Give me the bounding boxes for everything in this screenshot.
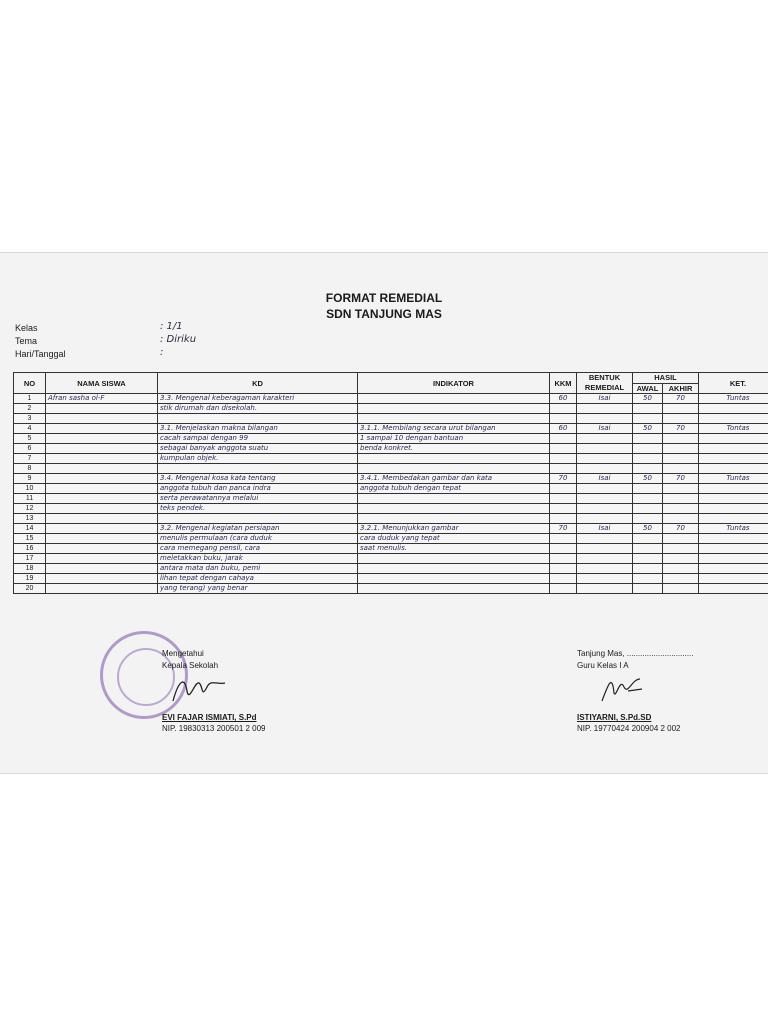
cell-kd: sebagai banyak anggota suatu [158, 444, 358, 454]
cell-akhir [663, 494, 699, 504]
cell-bentuk-remedial [577, 574, 633, 584]
remedial-table [13, 372, 768, 594]
cell-bentuk-remedial [577, 564, 633, 574]
header-ket: KET. [699, 373, 768, 394]
school-name: SDN TANJUNG MAS [326, 307, 442, 321]
cell-ket [699, 544, 768, 554]
doc-title: FORMAT REMEDIAL [325, 291, 443, 305]
cell-nama-siswa [46, 494, 158, 504]
cell-no: 9 [14, 474, 46, 484]
table-row [14, 444, 768, 454]
table-row [14, 534, 768, 544]
cell-akhir [663, 574, 699, 584]
table-row [14, 524, 768, 534]
cell-nama-siswa [46, 464, 158, 474]
cell-kkm [550, 444, 577, 454]
right-sig-nip: NIP. 19770424 200904 2 002 [577, 724, 681, 733]
cell-indikator: 3.2.1. Menunjukkan gambar [358, 524, 550, 534]
header-kd: KD [158, 373, 358, 394]
cell-ket [699, 444, 768, 454]
cell-nama-siswa [46, 454, 158, 464]
cell-no: 8 [14, 464, 46, 474]
cell-nama-siswa [46, 554, 158, 564]
cell-bentuk-remedial: Isai [577, 424, 633, 434]
cell-kd [158, 464, 358, 474]
header-hasil: HASIL [633, 373, 699, 384]
cell-akhir [663, 444, 699, 454]
cell-kkm [550, 534, 577, 544]
cell-kkm [550, 564, 577, 574]
cell-kkm [550, 584, 577, 594]
cell-kkm [550, 514, 577, 524]
cell-kkm [550, 494, 577, 504]
cell-bentuk-remedial [577, 464, 633, 474]
cell-kkm [550, 454, 577, 464]
cell-bentuk-remedial [577, 554, 633, 564]
cell-indikator [358, 394, 550, 404]
table-row [14, 554, 768, 564]
cell-bentuk-remedial [577, 484, 633, 494]
cell-no: 20 [14, 584, 46, 594]
cell-awal [633, 464, 663, 474]
cell-no: 13 [14, 514, 46, 524]
cell-bentuk-remedial [577, 544, 633, 554]
cell-kkm: 70 [550, 524, 577, 534]
table-row [14, 424, 768, 434]
cell-akhir [663, 584, 699, 594]
cell-akhir [663, 544, 699, 554]
cell-awal [633, 554, 663, 564]
cell-kd: serta perawatannya melalui [158, 494, 358, 504]
cell-kkm [550, 504, 577, 514]
cell-ket [699, 404, 768, 414]
table-row [14, 544, 768, 554]
left-signature [165, 673, 235, 707]
meta-label-tema: Tema [15, 336, 38, 346]
meta-value-tanggal: : [160, 347, 164, 358]
table-row [14, 504, 768, 514]
cell-no: 19 [14, 574, 46, 584]
cell-nama-siswa: Afran sasha ol-F [46, 394, 158, 404]
cell-ket [699, 494, 768, 504]
cell-no: 14 [14, 524, 46, 534]
cell-no: 6 [14, 444, 46, 454]
cell-no: 5 [14, 434, 46, 444]
cell-bentuk-remedial: Isai [577, 524, 633, 534]
cell-indikator: 1 sampai 10 dengan bantuan [358, 434, 550, 444]
cell-akhir [663, 464, 699, 474]
cell-nama-siswa [46, 524, 158, 534]
cell-indikator [358, 404, 550, 414]
cell-kkm: 70 [550, 474, 577, 484]
cell-kd: yang terang) yang benar [158, 584, 358, 594]
cell-nama-siswa [46, 584, 158, 594]
cell-nama-siswa [46, 424, 158, 434]
right-sig-name: ISTIYARNI, S.Pd.SD [577, 713, 652, 722]
cell-bentuk-remedial [577, 404, 633, 414]
cell-kd: lihan tepat dengan cahaya [158, 574, 358, 584]
cell-kd: cacah sampai dengan 99 [158, 434, 358, 444]
cell-awal [633, 504, 663, 514]
cell-no: 12 [14, 504, 46, 514]
cell-kkm [550, 544, 577, 554]
cell-indikator: 3.1.1. Membilang secara urut bilangan [358, 424, 550, 434]
cell-no: 18 [14, 564, 46, 574]
cell-no: 15 [14, 534, 46, 544]
table-row [14, 574, 768, 584]
cell-kd: menulis permulaan (cara duduk [158, 534, 358, 544]
left-sig-line2: Kepala Sekolah [162, 661, 219, 670]
cell-nama-siswa [46, 444, 158, 454]
cell-kd: 3.3. Mengenal keberagaman karakteri [158, 394, 358, 404]
cell-akhir [663, 564, 699, 574]
cell-awal [633, 534, 663, 544]
cell-nama-siswa [46, 514, 158, 524]
cell-nama-siswa [46, 474, 158, 484]
cell-awal [633, 584, 663, 594]
cell-bentuk-remedial [577, 414, 633, 424]
cell-awal [633, 494, 663, 504]
meta-label-kelas: Kelas [15, 323, 38, 333]
cell-kkm [550, 484, 577, 494]
cell-ket: Tuntas [699, 394, 768, 404]
header-awal: AWAL [633, 383, 663, 394]
cell-kd: cara memegang pensil, cara [158, 544, 358, 554]
cell-no: 3 [14, 414, 46, 424]
cell-no: 1 [14, 394, 46, 404]
table-row [14, 394, 768, 404]
cell-bentuk-remedial [577, 494, 633, 504]
cell-kd: stik dirumah dan disekolah. [158, 404, 358, 414]
cell-indikator: saat menulis. [358, 544, 550, 554]
cell-nama-siswa [46, 404, 158, 414]
cell-kkm [550, 434, 577, 444]
cell-nama-siswa [46, 564, 158, 574]
cell-kd: kumpulan objek. [158, 454, 358, 464]
cell-awal [633, 404, 663, 414]
header-bentuk: BENTUK [588, 373, 621, 382]
header-kkm: KKM [550, 373, 577, 394]
cell-ket [699, 434, 768, 444]
cell-akhir [663, 434, 699, 444]
right-sig-line1: Tanjung Mas, .............................. [577, 649, 694, 658]
document-sheet [0, 252, 768, 774]
cell-akhir [663, 534, 699, 544]
cell-kkm: 60 [550, 424, 577, 434]
left-sig-name: EVI FAJAR ISMIATI, S.Pd [162, 713, 257, 722]
header-akhir: AKHIR [663, 383, 699, 394]
cell-kd [158, 514, 358, 524]
cell-bentuk-remedial [577, 434, 633, 444]
cell-bentuk-remedial [577, 514, 633, 524]
cell-akhir: 70 [663, 394, 699, 404]
cell-bentuk-remedial [577, 584, 633, 594]
cell-indikator: cara duduk yang tepat [358, 534, 550, 544]
cell-awal: 50 [633, 474, 663, 484]
cell-kkm [550, 414, 577, 424]
cell-bentuk-remedial [577, 444, 633, 454]
cell-no: 11 [14, 494, 46, 504]
cell-ket [699, 514, 768, 524]
cell-kd: meletakkan buku, jarak [158, 554, 358, 564]
cell-awal [633, 564, 663, 574]
cell-bentuk-remedial [577, 504, 633, 514]
cell-kd: anggota tubuh dan panca indra [158, 484, 358, 494]
table-row [14, 474, 768, 484]
table-row [14, 404, 768, 414]
cell-nama-siswa [46, 504, 158, 514]
cell-indikator: anggota tubuh dengan tepat [358, 484, 550, 494]
cell-nama-siswa [46, 414, 158, 424]
header-no: NO [14, 373, 46, 394]
cell-awal: 50 [633, 424, 663, 434]
cell-akhir [663, 404, 699, 414]
cell-ket [699, 464, 768, 474]
cell-kkm: 60 [550, 394, 577, 404]
cell-akhir: 70 [663, 524, 699, 534]
cell-kd: antara mata dan buku, pemi [158, 564, 358, 574]
cell-awal [633, 484, 663, 494]
cell-kd: 3.4. Mengenal kosa kata tentang [158, 474, 358, 484]
cell-akhir [663, 514, 699, 524]
cell-indikator [358, 554, 550, 564]
cell-indikator [358, 514, 550, 524]
table-row [14, 584, 768, 594]
cell-nama-siswa [46, 434, 158, 444]
header-bentuk-remedial [577, 373, 633, 394]
table-row [14, 514, 768, 524]
cell-ket: Tuntas [699, 474, 768, 484]
cell-awal [633, 414, 663, 424]
cell-kkm [550, 554, 577, 564]
left-sig-line1: Mengetahui [162, 649, 204, 658]
cell-indikator [358, 464, 550, 474]
cell-bentuk-remedial: Isai [577, 394, 633, 404]
cell-nama-siswa [46, 544, 158, 554]
cell-no: 2 [14, 404, 46, 414]
cell-kkm [550, 404, 577, 414]
cell-indikator: benda konkret. [358, 444, 550, 454]
cell-ket [699, 574, 768, 584]
cell-ket: Tontas [699, 424, 768, 434]
cell-kkm [550, 574, 577, 584]
header-nama-siswa: NAMA SISWA [46, 373, 158, 394]
table-body [14, 394, 768, 594]
meta-value-kelas: : 1/1 [160, 321, 183, 332]
cell-indikator [358, 564, 550, 574]
table-row [14, 464, 768, 474]
cell-awal [633, 434, 663, 444]
cell-indikator [358, 494, 550, 504]
header-indikator: INDIKATOR [358, 373, 550, 394]
cell-ket [699, 564, 768, 574]
cell-awal [633, 574, 663, 584]
cell-no: 4 [14, 424, 46, 434]
cell-akhir [663, 454, 699, 464]
cell-ket [699, 584, 768, 594]
cell-awal: 50 [633, 394, 663, 404]
right-signature [598, 671, 648, 705]
cell-kd: 3.2. Mengenal kegiatan persiapan [158, 524, 358, 534]
cell-ket [699, 534, 768, 544]
cell-awal [633, 444, 663, 454]
cell-awal [633, 514, 663, 524]
meta-label-tanggal: Hari/Tanggal [15, 349, 66, 359]
cell-indikator: 3.4.1. Membedakan gambar dan kata [358, 474, 550, 484]
cell-no: 17 [14, 554, 46, 564]
cell-kkm [550, 464, 577, 474]
meta-value-tema: : Diriku [160, 334, 197, 345]
cell-akhir [663, 554, 699, 564]
cell-bentuk-remedial: Isai [577, 474, 633, 484]
table-row [14, 454, 768, 464]
table-row [14, 434, 768, 444]
right-sig-line2: Guru Kelas I A [577, 661, 629, 670]
cell-nama-siswa [46, 534, 158, 544]
cell-ket [699, 554, 768, 564]
header-remedial: REMEDIAL [584, 383, 625, 392]
cell-kd: teks pendek. [158, 504, 358, 514]
cell-nama-siswa [46, 484, 158, 494]
cell-akhir [663, 414, 699, 424]
cell-indikator [358, 584, 550, 594]
cell-indikator [358, 414, 550, 424]
cell-no: 7 [14, 454, 46, 464]
cell-awal [633, 454, 663, 464]
cell-akhir: 70 [663, 474, 699, 484]
left-sig-nip: NIP. 19830313 200501 2 009 [162, 724, 266, 733]
table-row [14, 564, 768, 574]
table-row [14, 414, 768, 424]
cell-bentuk-remedial [577, 454, 633, 464]
cell-ket [699, 484, 768, 494]
cell-ket [699, 414, 768, 424]
cell-kd [158, 414, 358, 424]
cell-akhir: 70 [663, 424, 699, 434]
cell-ket [699, 454, 768, 464]
cell-ket [699, 504, 768, 514]
cell-no: 16 [14, 544, 46, 554]
table-row [14, 484, 768, 494]
table-row [14, 494, 768, 504]
cell-akhir [663, 484, 699, 494]
cell-nama-siswa [46, 574, 158, 584]
cell-indikator [358, 454, 550, 464]
cell-ket: Tuntas [699, 524, 768, 534]
cell-bentuk-remedial [577, 534, 633, 544]
cell-awal [633, 544, 663, 554]
cell-no: 10 [14, 484, 46, 494]
cell-akhir [663, 504, 699, 514]
cell-kd: 3.1. Menjelaskan makna bilangan [158, 424, 358, 434]
cell-indikator [358, 504, 550, 514]
cell-awal: 50 [633, 524, 663, 534]
cell-indikator [358, 574, 550, 584]
